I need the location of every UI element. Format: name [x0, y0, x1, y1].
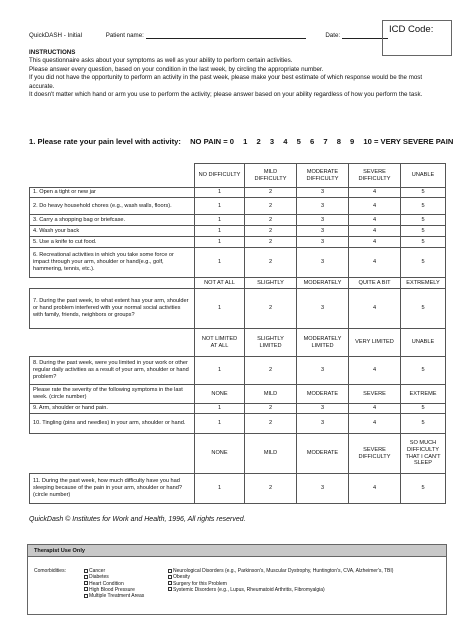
score-option[interactable]: 4 — [349, 188, 401, 198]
score-option[interactable]: 1 — [195, 198, 245, 215]
score-option[interactable]: 3 — [297, 188, 349, 198]
score-option[interactable]: 2 — [245, 198, 297, 215]
score-option[interactable]: 5 — [401, 226, 446, 237]
score-option[interactable]: 3 — [297, 289, 349, 329]
question-text: 10. Tingling (pins and needles) in your arm, shoulder or hand. — [30, 414, 195, 434]
response-header: MILD — [245, 434, 297, 474]
checkbox-icon[interactable] — [84, 587, 88, 591]
score-option[interactable]: 5 — [401, 237, 446, 248]
score-option[interactable]: 3 — [297, 404, 349, 414]
question-text: 8. During the past week, were you limited in your work or other regular daily activities as a result of your arm, shoulder or hand problem? — [30, 357, 195, 385]
score-option[interactable]: 5 — [401, 404, 446, 414]
score-option[interactable]: 1 — [195, 226, 245, 237]
therapist-use-box — [27, 544, 447, 615]
instructions-line: Please answer every question, based on your condition in the last week, by circling the appropriate number. — [29, 65, 324, 73]
question-row — [30, 357, 446, 385]
response-header: NOT AT ALL — [195, 278, 245, 289]
score-option[interactable]: 5 — [401, 474, 446, 504]
score-option[interactable]: 5 — [401, 248, 446, 278]
response-header: SEVERE — [349, 385, 401, 404]
response-header: NO DIFFICULTY — [195, 164, 245, 188]
question-row — [30, 198, 446, 215]
score-option[interactable]: 1 — [195, 188, 245, 198]
question-row — [30, 474, 446, 504]
question-row — [30, 289, 446, 329]
response-header: SLIGHTLY LIMITED — [245, 329, 297, 357]
score-option[interactable]: 4 — [349, 215, 401, 226]
question-row — [30, 414, 446, 434]
question-row — [30, 404, 446, 414]
response-header: NONE — [195, 385, 245, 404]
score-option[interactable]: 5 — [401, 198, 446, 215]
response-header: EXTREMELY — [401, 278, 446, 289]
comorbidity-label: Surgery for this Problem — [173, 580, 227, 587]
comorbidity-label: Systemic Disorders (e.g., Lupus, Rheumatoid Arthritis, Fibromyalgia) — [173, 586, 325, 593]
question-text: 11. During the past week, how much difficulty have you had sleeping because of the pain in your arm, shoulder or hand? (circle number) — [30, 474, 195, 504]
comorbidity-option[interactable] — [168, 568, 393, 574]
questionnaire-table — [29, 163, 446, 504]
score-option[interactable]: 3 — [297, 198, 349, 215]
instructions-title: INSTRUCTIONS — [29, 49, 76, 56]
date-label: Date: — [325, 32, 341, 39]
score-option[interactable]: 1 — [195, 474, 245, 504]
question-text: 5. Use a knife to cut food. — [30, 237, 195, 248]
question-row — [30, 215, 446, 226]
instructions-line: If you did not have the opportunity to perform an activity in the past week, please make your best estimate of which response would be the most accurate. — [29, 74, 423, 90]
comorbidity-label: Neurological Disorders (e.g., Parkinson's, Muscular Dystrophy, Huntington's, CVA, Alzheimer's, TBI) — [173, 568, 394, 574]
question-row — [30, 237, 446, 248]
question-text: 3. Carry a shopping bag or briefcase. — [30, 215, 195, 226]
checkbox-icon[interactable] — [168, 569, 172, 573]
pain-scale-value[interactable]: 9 — [350, 137, 355, 146]
response-header-row — [30, 164, 446, 188]
score-option[interactable]: 1 — [195, 357, 245, 385]
response-header-row — [30, 385, 446, 404]
response-header-row — [30, 278, 446, 289]
comorbidity-label: Multiple Treatment Areas — [89, 593, 145, 600]
checkbox-icon[interactable] — [168, 575, 172, 579]
response-header: SEVERE DIFFICULTY — [349, 164, 401, 188]
pain-scale-value[interactable]: 8 — [336, 137, 341, 146]
pain-scale-value[interactable]: 6 — [309, 137, 315, 146]
score-option[interactable]: 1 — [195, 289, 245, 329]
response-header: MODERATE — [297, 385, 349, 404]
question-text: 1. Open a tight or new jar — [30, 188, 195, 198]
score-option[interactable]: 4 — [349, 237, 401, 248]
header-spacer — [30, 329, 195, 357]
score-option[interactable]: 4 — [349, 474, 401, 504]
response-header: MILD DIFFICULTY — [245, 164, 297, 188]
instructions-line: This questionnaire asks about your symptoms as well as your ability to perform certain activities. — [29, 57, 293, 65]
score-option[interactable]: 3 — [297, 237, 349, 248]
pain-scale-value[interactable]: 5 — [296, 137, 301, 146]
response-header: SLIGHTLY — [245, 278, 297, 289]
response-header: MODERATELY — [297, 278, 349, 289]
severity-intro: Please rate the severity of the following symptoms in the last week. (circle number) — [30, 385, 195, 404]
score-option[interactable]: 3 — [297, 248, 349, 278]
question-text: 6. Recreational activities in which you take some force or impact through your arm, shoulder or hand(e.g., golf, hammering, tennis, etc.). — [30, 248, 195, 278]
score-option[interactable]: 3 — [297, 215, 349, 226]
question-text: 4. Wash your back — [30, 226, 195, 237]
pain-scale-value[interactable]: 1 — [243, 137, 248, 146]
icd-code-field[interactable] — [382, 20, 452, 56]
score-option[interactable]: 5 — [401, 215, 446, 226]
pain-scale-value[interactable]: 7 — [323, 137, 328, 146]
pain-rating-question — [29, 137, 469, 146]
checkbox-icon[interactable] — [84, 581, 88, 585]
score-option[interactable]: 1 — [195, 237, 245, 248]
score-option[interactable]: 1 — [195, 248, 245, 278]
comorbidity-option[interactable] — [84, 593, 144, 599]
score-option[interactable]: 2 — [245, 414, 297, 434]
instructions — [29, 49, 449, 99]
score-option[interactable]: 2 — [245, 404, 297, 414]
patient-name-label: Patient name: — [105, 32, 144, 39]
response-header: EXTREME — [401, 385, 446, 404]
checkbox-icon[interactable] — [168, 587, 172, 591]
score-option[interactable]: 1 — [195, 215, 245, 226]
comorbidity-label: Obesity — [173, 574, 190, 581]
header-spacer — [30, 164, 195, 188]
score-option[interactable]: 2 — [245, 248, 297, 278]
response-header: MILD — [245, 385, 297, 404]
pain-scale — [183, 137, 453, 146]
icd-code-label: ICD Code: — [389, 24, 434, 35]
comorbidities-label: Comorbidities: — [34, 568, 66, 574]
score-option[interactable]: 1 — [195, 404, 245, 414]
response-header: MODERATE — [297, 434, 349, 474]
response-header: NONE — [195, 434, 245, 474]
form-title: QuickDASH - Initial — [29, 32, 82, 39]
response-header: SO MUCH DIFFICULTY THAT I CAN'T SLEEP — [401, 434, 446, 474]
date-field[interactable] — [342, 33, 388, 39]
comorbidity-label: Cancer — [89, 568, 106, 574]
pain-scale-max[interactable]: 10 = VERY SEVERE PAIN — [363, 137, 454, 146]
score-option[interactable]: 4 — [349, 198, 401, 215]
score-option[interactable]: 2 — [245, 215, 297, 226]
comorbidities-column-1 — [84, 568, 144, 599]
score-option[interactable]: 4 — [349, 357, 401, 385]
score-option[interactable]: 4 — [349, 226, 401, 237]
score-option[interactable]: 2 — [245, 289, 297, 329]
response-header: NOT LIMITED AT ALL — [195, 329, 245, 357]
pain-scale-value[interactable]: 3 — [269, 137, 275, 146]
response-header: SEVERE DIFFICULTY — [349, 434, 401, 474]
checkbox-icon[interactable] — [84, 569, 88, 573]
patient-name-field[interactable] — [146, 33, 306, 39]
checkbox-icon[interactable] — [84, 575, 88, 579]
question-row — [30, 226, 446, 237]
score-option[interactable]: 1 — [195, 414, 245, 434]
comorbidity-option[interactable] — [168, 587, 393, 593]
comorbidity-label: Heart Condition — [89, 580, 124, 587]
score-option[interactable]: 5 — [401, 357, 446, 385]
score-option[interactable]: 2 — [245, 188, 297, 198]
response-header: QUITE A BIT — [349, 278, 401, 289]
checkbox-icon[interactable] — [168, 581, 172, 585]
score-option[interactable]: 5 — [401, 188, 446, 198]
question-row — [30, 248, 446, 278]
response-header: UNABLE — [401, 164, 446, 188]
pain-rating-label: 1. Please rate your pain level with activity: — [29, 137, 181, 146]
score-option[interactable]: 2 — [245, 237, 297, 248]
score-option[interactable]: 4 — [349, 404, 401, 414]
response-header-row — [30, 434, 446, 474]
comorbidities-column-2 — [168, 568, 393, 593]
therapist-use-title: Therapist Use Only — [28, 545, 446, 557]
question-text: 7. During the past week, to what extent has your arm, shoulder or hand problem interfered with your normal social activities with family, friends, neighbors or groups? — [30, 289, 195, 329]
response-header: VERY LIMITED — [349, 329, 401, 357]
score-option[interactable]: 3 — [297, 414, 349, 434]
score-option[interactable]: 3 — [297, 474, 349, 504]
response-header-row — [30, 329, 446, 357]
response-header: MODERATE DIFFICULTY — [297, 164, 349, 188]
score-option[interactable]: 3 — [297, 226, 349, 237]
comorbidity-label: High Blood Pressure — [89, 586, 135, 593]
score-option[interactable]: 5 — [401, 414, 446, 434]
copyright-note: QuickDash © Institutes for Work and Health, 1996, All rights reserved. — [29, 516, 246, 523]
score-option[interactable]: 2 — [245, 226, 297, 237]
header-spacer — [30, 434, 195, 474]
score-option[interactable]: 5 — [401, 289, 446, 329]
response-header: MODERATELY LIMITED — [297, 329, 349, 357]
checkbox-icon[interactable] — [84, 594, 88, 598]
score-option[interactable]: 4 — [349, 414, 401, 434]
score-option[interactable]: 4 — [349, 289, 401, 329]
question-row — [30, 188, 446, 198]
pain-scale-min[interactable]: NO PAIN = 0 — [190, 137, 235, 146]
header-spacer — [30, 278, 195, 289]
score-option[interactable]: 2 — [245, 474, 297, 504]
question-text: 9. Arm, shoulder or hand pain. — [30, 404, 195, 414]
instructions-line: It doesn't matter which hand or arm you use to perform the activity; please answer based on your ability regardless of how you perform the task. — [29, 91, 423, 99]
score-option[interactable]: 3 — [297, 357, 349, 385]
question-text: 2. Do heavy household chores (e.g., wash walls, floors). — [30, 198, 195, 215]
pain-scale-value[interactable]: 4 — [283, 137, 288, 146]
score-option[interactable]: 4 — [349, 248, 401, 278]
therapist-use-body — [28, 557, 446, 615]
score-option[interactable]: 2 — [245, 357, 297, 385]
response-header: UNABLE — [401, 329, 446, 357]
comorbidity-label: Diabetes — [89, 574, 109, 581]
pain-scale-value[interactable]: 2 — [256, 137, 261, 146]
